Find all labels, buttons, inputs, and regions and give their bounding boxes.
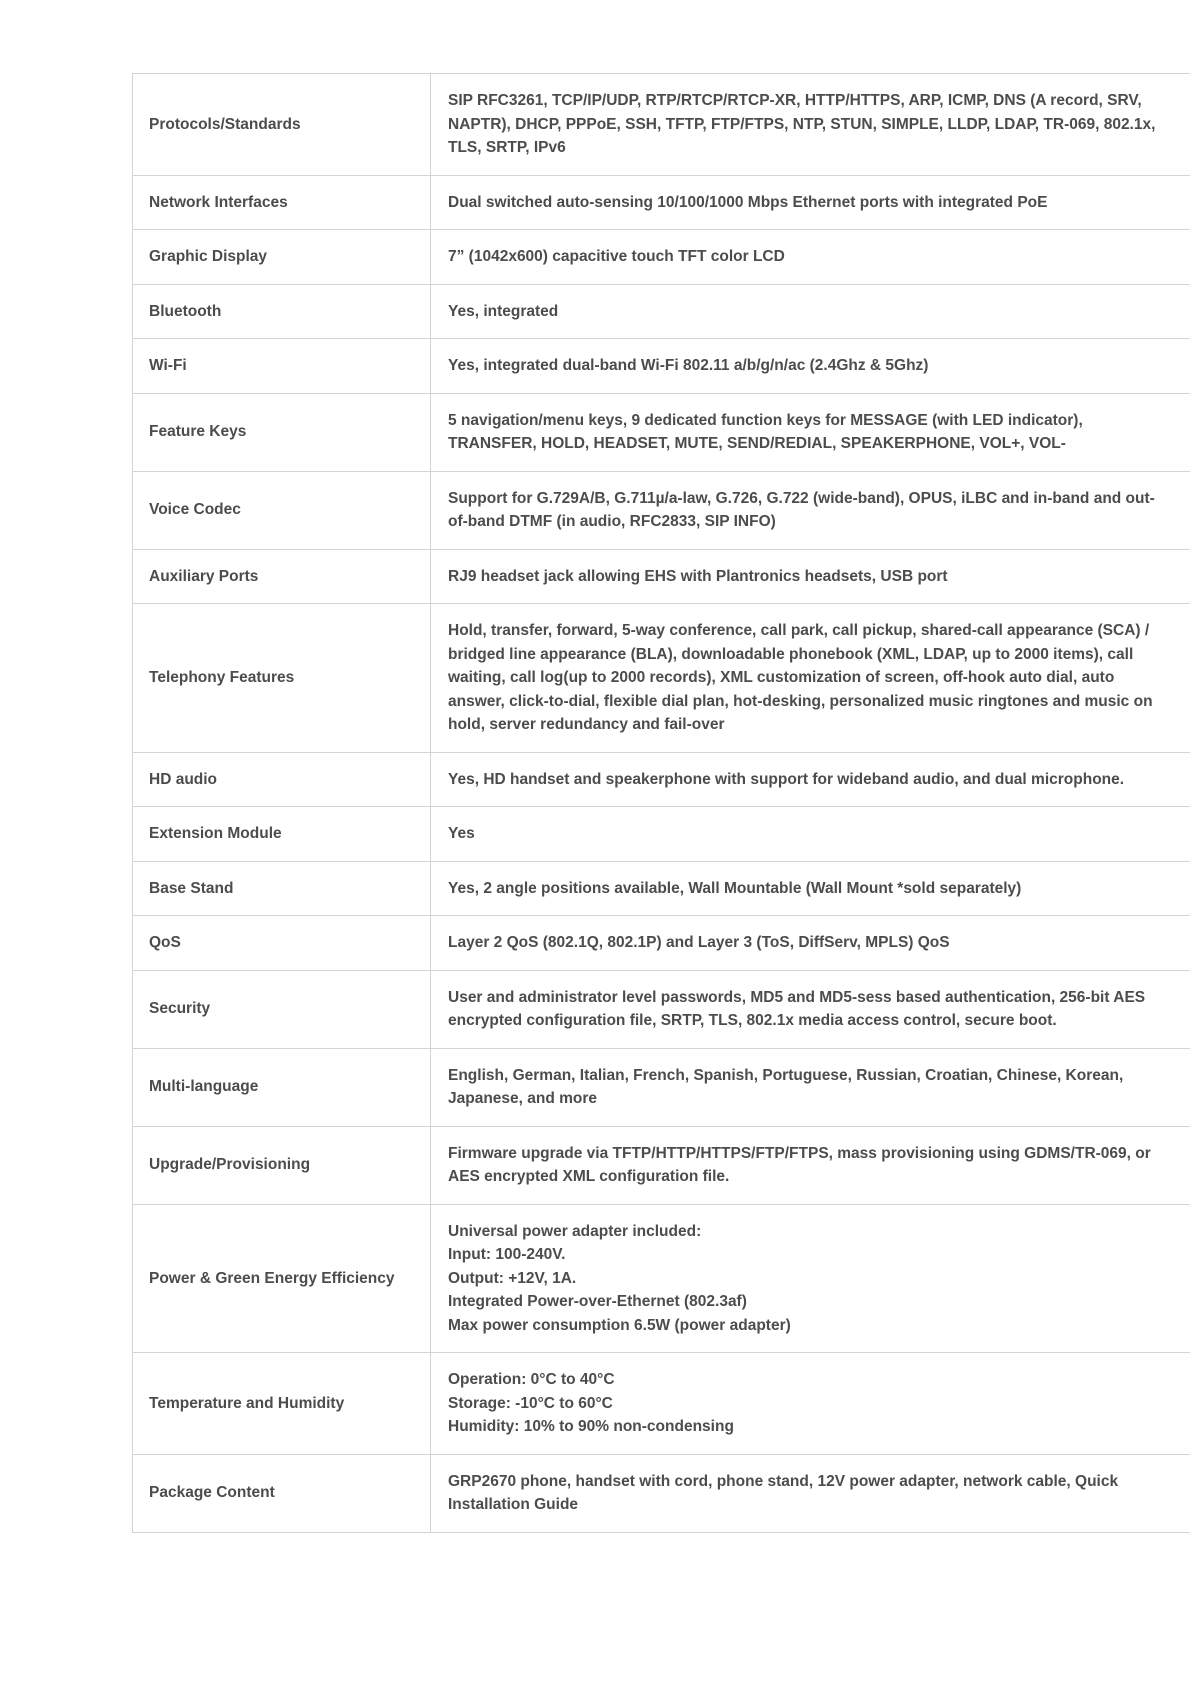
spec-value: Support for G.729A/B, G.711µ/a-law, G.726, G.722 (wide-band), OPUS, iLBC and in-band and out-of-band DTMF (in audio, RFC2833, SIP INFO) [431,471,1190,549]
spec-label: Telephony Features [133,604,431,753]
spec-label: Voice Codec [133,471,431,549]
table-row [133,471,1190,549]
spec-label: Protocols/Standards [133,74,431,176]
spec-value: Layer 2 QoS (802.1Q, 802.1P) and Layer 3 (ToS, DiffServ, MPLS) QoS [431,916,1190,971]
table-row [133,1353,1190,1455]
table-row [133,752,1190,807]
spec-value: Yes, integrated [431,284,1190,339]
spec-value: Hold, transfer, forward, 5-way conference, call park, call pickup, shared-call appearance (SCA) / bridged line appearance (BLA), downloadable phonebook (XML, LDAP, up to 2000 items), call waiting, call log(up to 2000 records), XML customization of screen, off-hook auto dial, auto answer, click-to-dial, flexible dial plan, hot-desking, personalized music ringtones and music on hold, server redundancy and fail-over [431,604,1190,753]
table-row [133,1454,1190,1532]
spec-value: Universal power adapter included: Input: 100-240V. Output: +12V, 1A. Integrated Power-over-Ethernet (802.3af) Max power consumption 6.5W (power adapter) [431,1204,1190,1353]
spec-value: Firmware upgrade via TFTP/HTTP/HTTPS/FTP/FTPS, mass provisioning using GDMS/TR-069, or AES encrypted XML configuration file. [431,1126,1190,1204]
spec-value: Operation: 0°C to 40°C Storage: -10°C to 60°C Humidity: 10% to 90% non-condensing [431,1353,1190,1455]
spec-label: Auxiliary Ports [133,549,431,604]
spec-label: Extension Module [133,807,431,862]
spec-label: Network Interfaces [133,175,431,230]
table-row [133,1048,1190,1126]
spec-value: Dual switched auto-sensing 10/100/1000 Mbps Ethernet ports with integrated PoE [431,175,1190,230]
spec-label: Feature Keys [133,393,431,471]
spec-label: Security [133,970,431,1048]
spec-value: Yes, integrated dual-band Wi-Fi 802.11 a/b/g/n/ac (2.4Ghz & 5Ghz) [431,339,1190,394]
spec-label: Bluetooth [133,284,431,339]
spec-value: Yes [431,807,1190,862]
table-row [133,1204,1190,1353]
table-row [133,393,1190,471]
table-row [133,339,1190,394]
spec-label: HD audio [133,752,431,807]
spec-label: Package Content [133,1454,431,1532]
table-row [133,604,1190,753]
spec-label: QoS [133,916,431,971]
spec-value: English, German, Italian, French, Spanish, Portuguese, Russian, Croatian, Chinese, Korean, Japanese, and more [431,1048,1190,1126]
spec-value: 7” (1042x600) capacitive touch TFT color LCD [431,230,1190,285]
table-row [133,970,1190,1048]
table-row [133,916,1190,971]
table-row [133,175,1190,230]
spec-value: SIP RFC3261, TCP/IP/UDP, RTP/RTCP/RTCP-XR, HTTP/HTTPS, ARP, ICMP, DNS (A record, SRV, NAPTR), DHCP, PPPoE, SSH, TFTP, FTP/FTPS, NTP, STUN, SIMPLE, LLDP, LDAP, TR-069, 802.1x, TLS, SRTP, IPv6 [431,74,1190,176]
table-row [133,74,1190,176]
table-row [133,284,1190,339]
spec-label: Temperature and Humidity [133,1353,431,1455]
spec-label: Upgrade/Provisioning [133,1126,431,1204]
spec-value: GRP2670 phone, handset with cord, phone stand, 12V power adapter, network cable, Quick Installation Guide [431,1454,1190,1532]
spec-label: Graphic Display [133,230,431,285]
table-row [133,230,1190,285]
spec-value: User and administrator level passwords, MD5 and MD5-sess based authentication, 256-bit AES encrypted configuration file, SRTP, TLS, 802.1x media access control, secure boot. [431,970,1190,1048]
table-row [133,861,1190,916]
spec-value: Yes, 2 angle positions available, Wall Mountable (Wall Mount *sold separately) [431,861,1190,916]
spec-value: Yes, HD handset and speakerphone with support for wideband audio, and dual microphone. [431,752,1190,807]
spec-label: Multi-language [133,1048,431,1126]
table-row [133,1126,1190,1204]
specifications-table [132,73,1190,1533]
spec-label: Wi-Fi [133,339,431,394]
spec-value: 5 navigation/menu keys, 9 dedicated function keys for MESSAGE (with LED indicator), TRANSFER, HOLD, HEADSET, MUTE, SEND/REDIAL, SPEAKERPHONE, VOL+, VOL- [431,393,1190,471]
table-row [133,807,1190,862]
spec-label: Base Stand [133,861,431,916]
spec-label: Power & Green Energy Efficiency [133,1204,431,1353]
spec-value: RJ9 headset jack allowing EHS with Plantronics headsets, USB port [431,549,1190,604]
table-row [133,549,1190,604]
